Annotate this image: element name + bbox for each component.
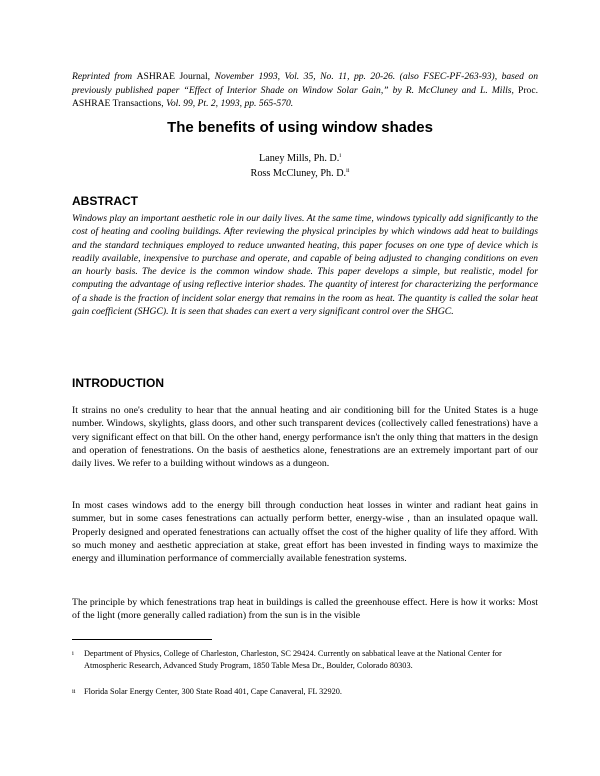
abstract-text: Windows play an important aesthetic role in our daily lives. At the same time, windows typically add significantly to the cost of heating and cooling buildings. After reviewing the physical principles by which windows add heat to buildings and the standard techniques employed to reduce unwanted heating, this paper focuses on one type of device which is readily available, inexpensive to purchase and operate, and capable of being adjusted to changing conditions on even an hourly basis. The device is the common window shade. This paper develops a simple, but realistic, model for computing the advantage of using reflective interior shades. The quantity of interest for characterizing the performance of a shade is the fraction of incident solar energy that remains in the room as heat. The quantity is called the solar heat gain coefficient (SHGC). It is seen that shades can exert a very significant control over the SHGC.: [72, 213, 538, 318]
footnote-divider: [72, 639, 212, 640]
footnote: [72, 686, 538, 698]
footnote-text: Department of Physics, College of Charleston, Charleston, SC 29424. Currently on sabbatical leave at the National Center for Atmospheric Research, Advanced Study Program, 1850 Table Mesa Dr., Boulder, Colorado 80303.: [84, 649, 502, 670]
author-list: [0, 152, 600, 181]
reprint-proc: Proc. ASHRAE Transactions,: [72, 84, 538, 109]
reprint-journal-word: Journal,: [179, 71, 211, 82]
body-paragraph: It strains no one's credulity to hear that the annual heating and air conditioning bill for the United States is a huge number. Windows, skylights, glass doors, and other such transparent devices (collectively called fenestrations) have a very significant effect on that bill. On the other hand, energy performance isn't the only thing that matters in the design and operation of fenestrations. On the basis of aesthetics alone, fenestrations are an extremely important part of our daily lives. We refer to a building without windows as a dungeon.: [72, 405, 538, 470]
reprint-journal: ASHRAE: [136, 71, 175, 82]
author-name: Laney Mills, Ph. D.: [258, 153, 340, 164]
paper-title: The benefits of using window shades: [167, 119, 433, 136]
body-paragraph: In most cases windows add to the energy bill through conduction heat losses in winter and radiant heat gains in summer, but in some cases fenestrations can actually perform better, energy-wise , than an insulated opaque wall. Properly designed and operated fenestrations can actually offset the cost of the higher quality of life they afford. With so much money and aesthetic appreciation at stake, great effort has been invested in finding ways to maximize the energy and illumination performance of commercially available fenestration systems.: [72, 500, 538, 565]
footnote-marker[interactable]: ii: [346, 167, 350, 174]
footnote-text: Florida Solar Energy Center, 300 State Road 401, Cape Canaveral, FL 32920.: [84, 687, 342, 696]
body-paragraph: The principle by which fenestrations trap heat in buildings is called the greenhouse effect. Here is how it works: Most of the light (more generally called radiation) from the sun is in the visible: [72, 597, 538, 622]
author-line: [0, 152, 600, 167]
footnote-mark: i: [72, 650, 74, 657]
reprint-citation: [72, 70, 538, 111]
footnote: [72, 648, 538, 671]
reprint-details: November 1993, Vol. 35, No. 11, pp. 20-26. (also FSEC-PF-263-93), based on previously published paper “Effect of Interior Shade on Window Solar Gain,” by R. McCluney and L. Mills,: [72, 71, 539, 96]
footnote-mark: ii: [72, 688, 76, 695]
reprint-tail: Vol. 99, Pt. 2, 1993, pp. 565-570.: [166, 98, 294, 109]
footnote-marker[interactable]: i: [339, 153, 342, 159]
introduction-heading: INTRODUCTION: [72, 376, 164, 390]
author-name: Ross McCluney, Ph. D.: [250, 167, 347, 179]
author-line: [0, 167, 600, 182]
reprint-prefix: Reprinted from: [72, 71, 133, 82]
abstract-heading: ABSTRACT: [72, 194, 138, 208]
